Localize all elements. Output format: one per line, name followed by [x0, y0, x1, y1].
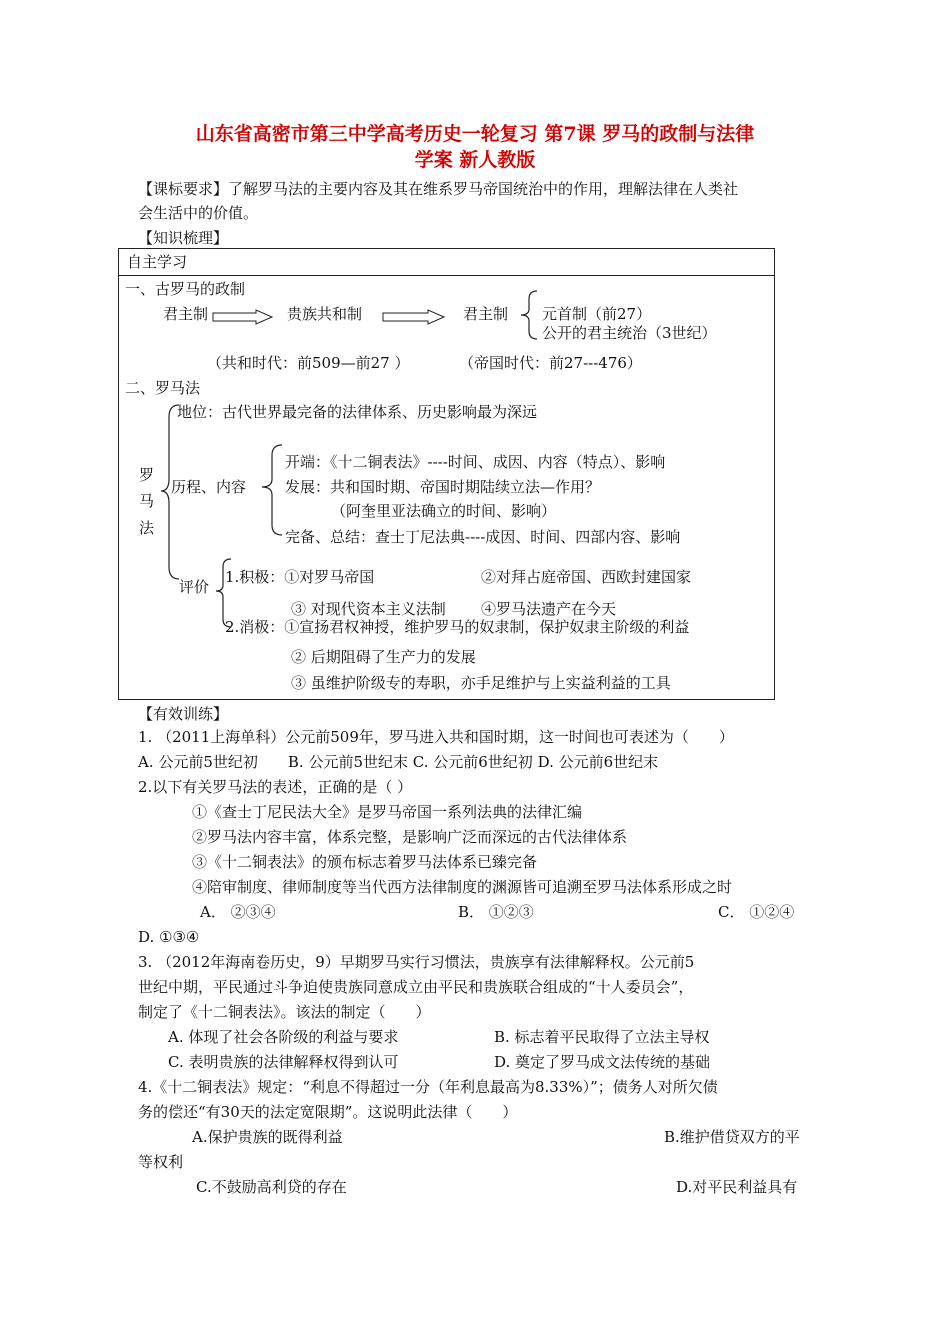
q2-option-d: D. ①③④ [138, 928, 200, 946]
q1-stem: 1. （2011上海单科）公元前509年，罗马进入共和国时期，这一时间也可表述为（ ） [138, 728, 734, 746]
branch-dominate: 公开的君主统治（3世纪） [542, 324, 717, 342]
standard-line1: 【课标要求】了解罗马法的主要内容及其在维系罗马帝国统治中的作用，理解法律在人类社 [138, 180, 739, 198]
arrow-2-icon [382, 309, 446, 325]
law-process-label: 历程、内容 [171, 478, 247, 496]
process-start: 开端：《十二铜表法》----时间、成因、内容（特点）、影响 [285, 453, 666, 471]
q2-option-c: C． ①②④ [718, 903, 795, 921]
section1-heading: 一、古罗马的政制 [125, 280, 246, 298]
process-complete: 完备、总结：查士丁尼法典----成因、时间、四部内容、影响 [285, 528, 681, 546]
q2-statement-3: ③《十二铜表法》的颁布标志着罗马法体系已臻完备 [192, 853, 538, 871]
box-header-text: 自主学习 [127, 253, 188, 271]
q2-statement-2: ②罗马法内容丰富，体系完整，是影响广泛而深远的古代法律体系 [192, 828, 628, 846]
q4-line1: 4.《十二铜表法》规定：“利息不得超过一分（年利息最高为8.33%）”；债务人对所欠债 [138, 1078, 718, 1096]
q2-option-a: A． ②③④ [200, 903, 276, 921]
eval-negative-2: ② 后期阻碍了生产力的发展 [291, 648, 476, 666]
q4-option-a: A.保护贵族的既得利益 [192, 1128, 343, 1146]
law-evaluation-label: 评价 [179, 578, 210, 596]
doc-title-line2: 学案 新人教版 [414, 149, 536, 171]
knowledge-heading: 【知识梳理】 [138, 229, 229, 247]
q2-stem: 2.以下有关罗马法的表述，正确的是（ ） [138, 778, 413, 796]
q2-option-b: B． ①②③ [458, 903, 534, 921]
training-heading: 【有效训练】 [138, 705, 229, 723]
root-char-1: 罗 [139, 466, 155, 484]
process-aquilia: （阿奎里亚法确立的时间、影响） [331, 502, 557, 520]
box-header [119, 249, 774, 276]
node-aristocratic-republic: 贵族共和制 [287, 305, 363, 323]
q3-option-d: D. 奠定了罗马成文法传统的基础 [494, 1053, 711, 1071]
eval-negative-3: ③ 虽维护阶级专的寿职，亦手足维护与上实益利益的工具 [291, 674, 671, 692]
era-republic: （共和时代：前509—前27 ） [207, 354, 410, 372]
q3-option-a: A. 体现了社会各阶级的利益与要求 [168, 1028, 399, 1046]
era-empire: （帝国时代：前27---476） [459, 354, 642, 372]
q2-statement-1: ①《查士丁尼民法大全》是罗马帝国一系列法典的法律汇编 [192, 803, 583, 821]
q4-option-d: D.对平民利益具有 [676, 1178, 798, 1196]
q4-option-b-cont: 等权利 [138, 1153, 184, 1171]
q3-line1: 3. （2012年海南卷历史，9）早期罗马实行习惯法，贵族享有法律解释权。公元前5 [138, 953, 695, 971]
arrow-1-icon [212, 309, 274, 325]
law-status: 地位：古代世界最完备的法律体系、历史影响最为深远 [177, 403, 538, 421]
process-develop: 发展：共和国时期、帝国时期陆续立法—作用？ [285, 478, 601, 496]
q4-line2: 务的偿还“有30天的法定宽限期”。这说明此法律（ ） [138, 1103, 518, 1121]
brace-process-icon [258, 441, 284, 541]
q4-option-b: B.维护借贷双方的平 [664, 1128, 800, 1146]
section2-heading: 二、罗马法 [125, 379, 201, 397]
q1-options: A. 公元前5世纪初 B. 公元前5世纪末 C. 公元前6世纪初 D. 公元前6世纪末 [138, 753, 659, 771]
root-char-2: 马 [139, 492, 155, 510]
brace-1-icon [517, 289, 541, 341]
branch-principate: 元首制（前27） [542, 305, 652, 323]
eval-negative-1: 2.消极：①宣扬君权神授，维护罗马的奴隶制，保护奴隶主阶级的利益 [225, 618, 690, 636]
q4-option-c: C.不鼓励高利贷的存在 [196, 1178, 347, 1196]
q3-option-b: B. 标志着平民取得了立法主导权 [494, 1028, 710, 1046]
q3-line3: 制定了《十二铜表法》。该法的制定（ ） [138, 1003, 431, 1021]
root-char-3: 法 [139, 519, 155, 537]
standard-line2: 会生活中的价值。 [138, 204, 259, 222]
q2-statement-4: ④陪审制度、律师制度等当代西方法律制度的渊源皆可追溯至罗马法体系形成之时 [192, 878, 733, 896]
eval-positive-1: 1.积极：①对罗马帝国 [225, 568, 375, 586]
eval-positive-3: ③ 对现代资本主义法制 [291, 600, 446, 618]
eval-positive-4: ④罗马法遗产在今天 [481, 600, 617, 618]
self-study-box [118, 248, 775, 700]
node-monarchy: 君主制 [163, 305, 209, 323]
q3-line2: 世纪中期，平民通过斗争迫使贵族同意成立由平民和贵族联合组成的“十人委员会”， [138, 978, 694, 996]
eval-positive-2: ②对拜占庭帝国、西欧封建国家 [481, 568, 692, 586]
node-monarchy-2: 君主制 [463, 305, 509, 323]
doc-title-line1: 山东省高密市第三中学高考历史一轮复习 第7课 罗马的政制与法律 [195, 123, 755, 145]
q3-option-c: C. 表明贵族的法律解释权得到认可 [168, 1053, 399, 1071]
